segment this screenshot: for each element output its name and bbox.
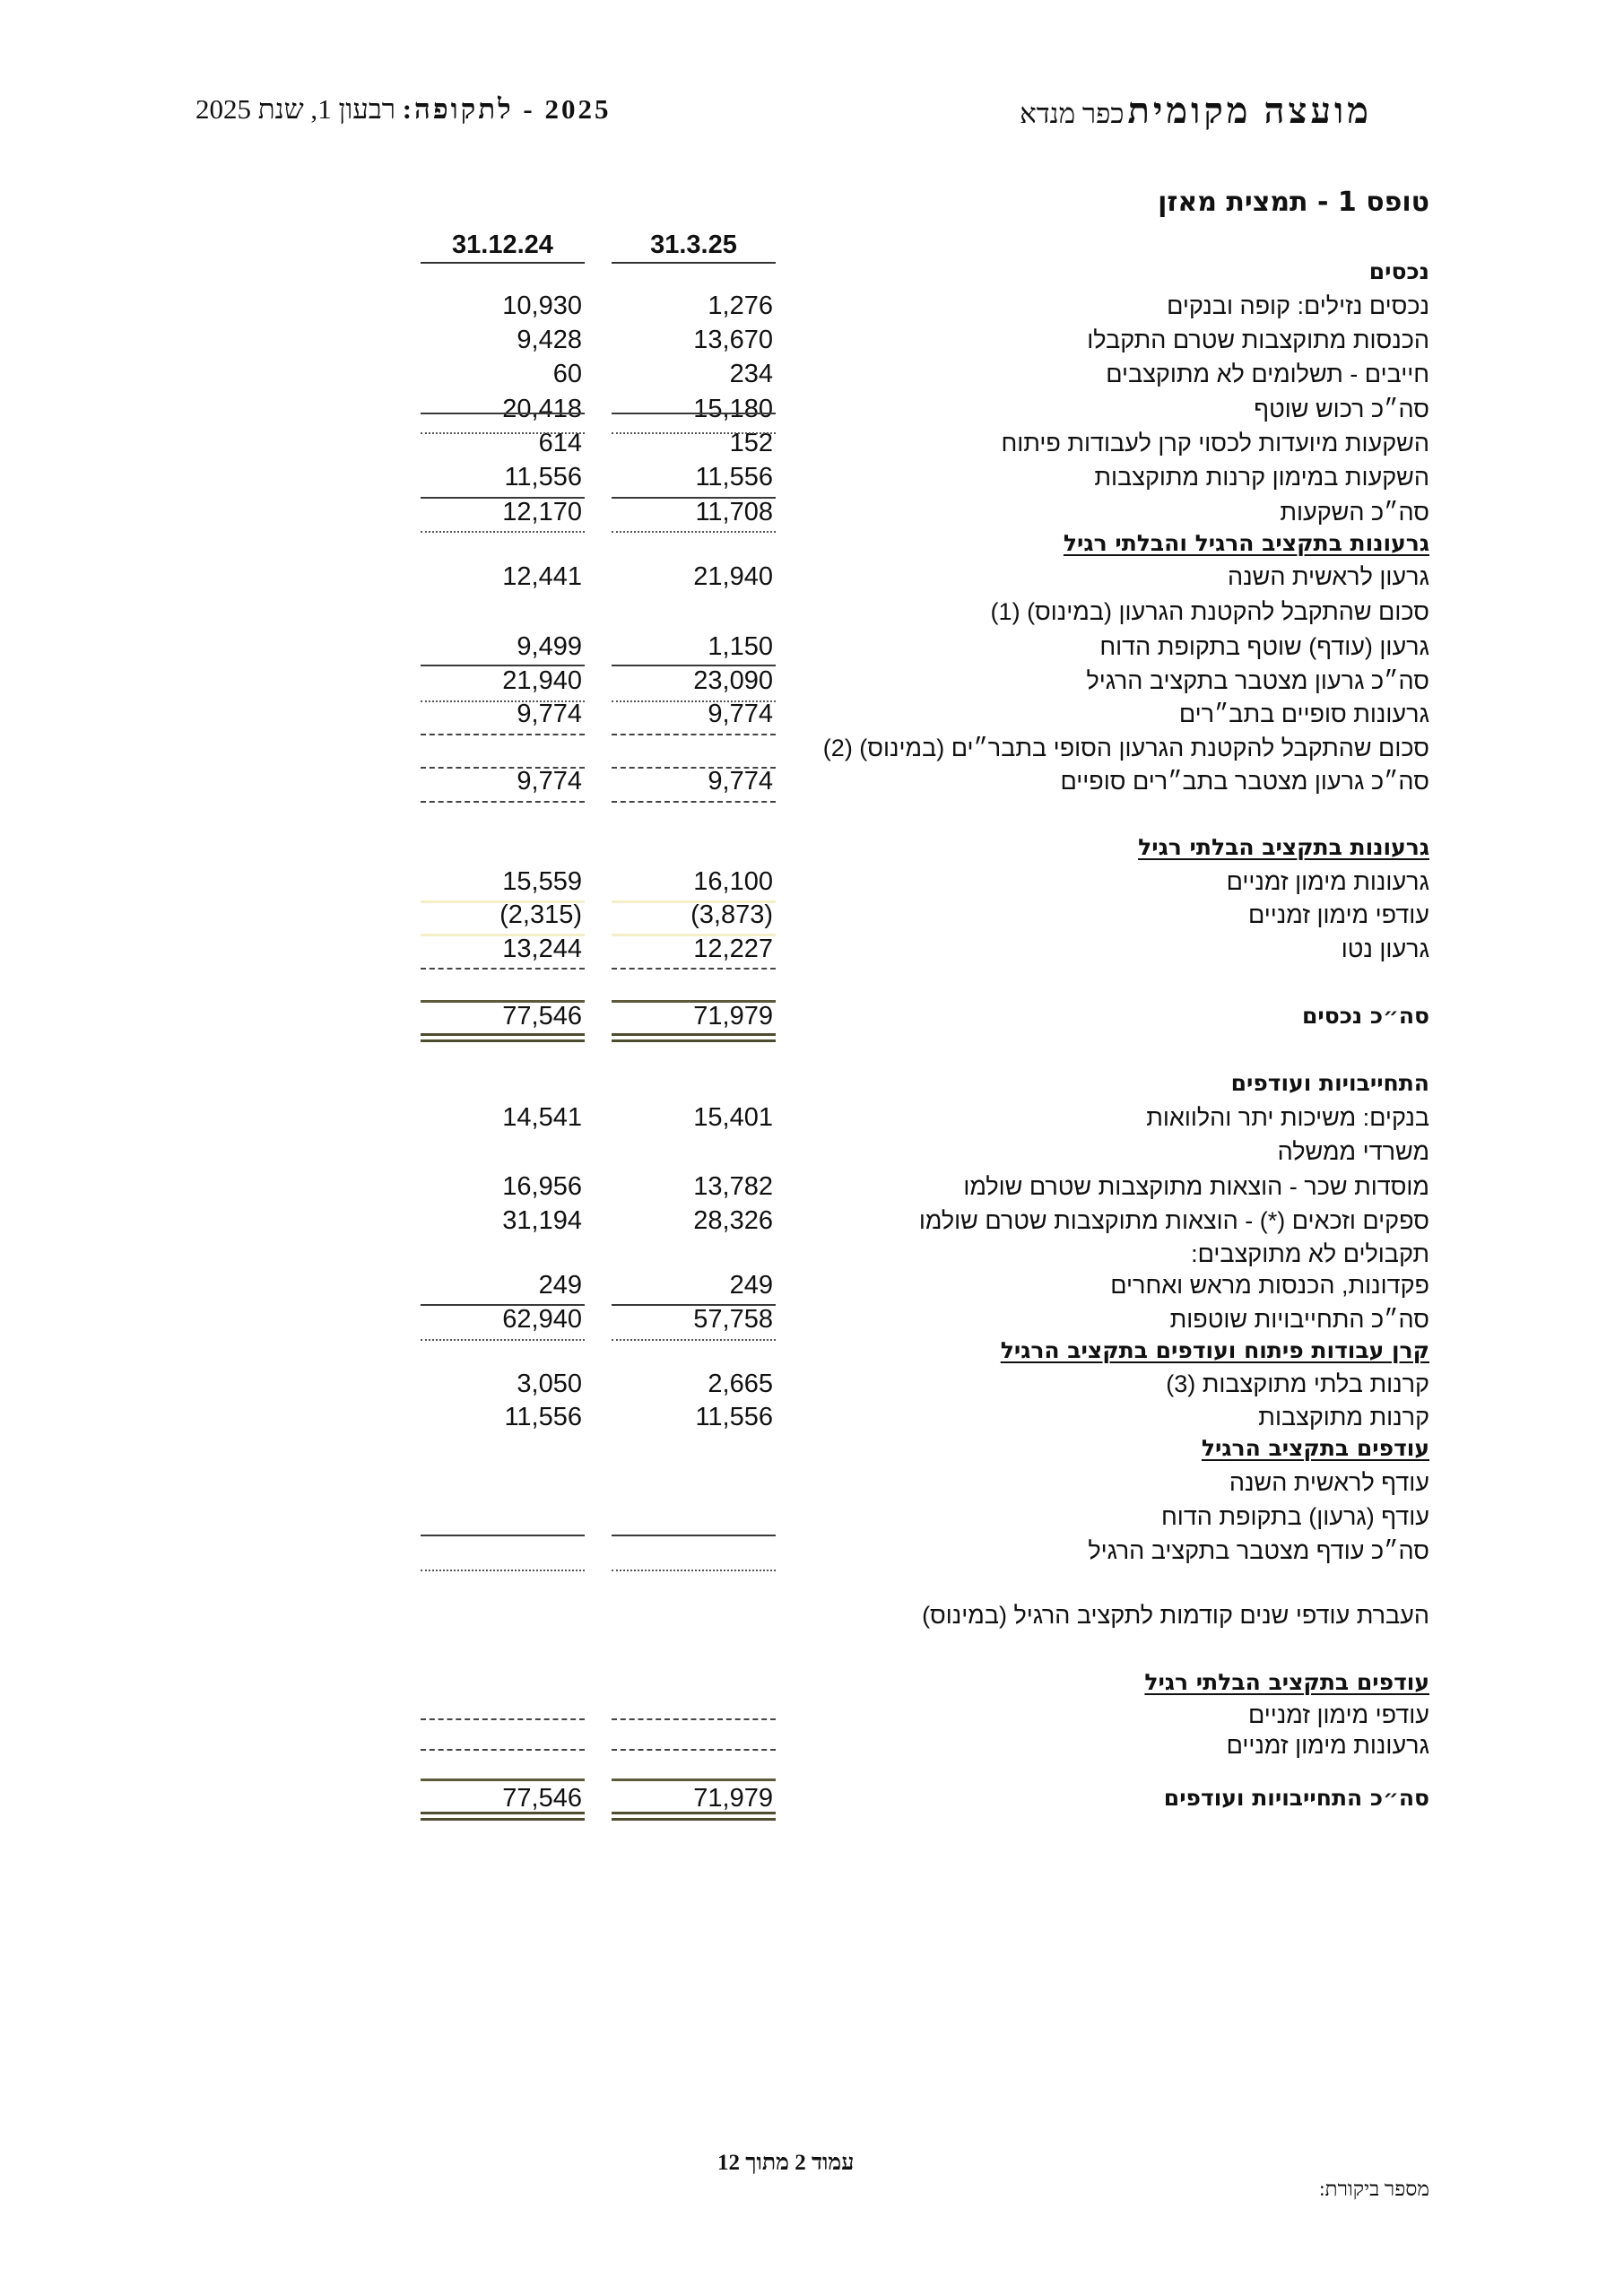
- value-current: 12,227: [693, 935, 773, 963]
- rule-double: [612, 1812, 776, 1821]
- value-current: 2,665: [708, 1370, 773, 1398]
- value-prior: 9,774: [517, 767, 582, 796]
- row-label: עודפי מימון זמניים: [1247, 1701, 1429, 1728]
- rule-olive: [612, 1779, 776, 1781]
- value-prior: 3,050: [517, 1370, 582, 1398]
- section-heading: נכסים: [1368, 258, 1429, 284]
- rule-dotted: [612, 531, 776, 533]
- row-label: סה״כ התחייבויות שוטפות: [1169, 1306, 1429, 1333]
- rule-dashed: [612, 1718, 776, 1720]
- value-current: 28,326: [693, 1206, 773, 1235]
- row-label: תקבולים לא מתוקצבים:: [1191, 1240, 1429, 1267]
- value-current: 16,100: [693, 867, 773, 896]
- value-prior: 77,546: [502, 1784, 582, 1813]
- period-prefix: 2025 - לתקופה:: [402, 93, 612, 125]
- row-label: מוסדות שכר - הוצאות מתוקצבות שטרם שולמו: [963, 1173, 1429, 1200]
- value-current: 249: [729, 1271, 773, 1300]
- row-label: בנקים: משיכות יתר והלוואות: [1146, 1104, 1429, 1131]
- value-prior: 31,194: [502, 1206, 582, 1235]
- town-name: כפר מנדא: [1020, 98, 1125, 129]
- rule-olive: [421, 1779, 585, 1781]
- value-prior: 14,541: [502, 1103, 582, 1132]
- rule-dashed: [421, 1718, 585, 1720]
- value-current: 71,979: [693, 1784, 773, 1813]
- value-prior: 12,441: [502, 562, 582, 591]
- value-current: 13,670: [693, 326, 773, 354]
- rule-dotted: [421, 531, 585, 533]
- rule-solid: [421, 1535, 585, 1536]
- value-current: 13,782: [693, 1172, 773, 1201]
- rule-dotted: [612, 1339, 776, 1341]
- row-label: משרדי ממשלה: [1277, 1138, 1429, 1165]
- row-label: גרעון (עודף) שוטף בתקופת הדוח: [1099, 633, 1429, 660]
- row-label: העברת עודפי שנים קודמות לתקציב הרגיל (במינוס): [922, 1602, 1429, 1629]
- audit-number-label: מספר ביקורת:: [1319, 2178, 1429, 2200]
- value-prior: 9,774: [517, 700, 582, 728]
- row-label: עודף לראשית השנה: [1229, 1469, 1429, 1496]
- row-label: סכום שהתקבל להקטנת הגרעון הסופי בתבר״ים (במינוס) (2): [822, 735, 1429, 761]
- value-prior: 21,940: [502, 666, 582, 695]
- rule-pale: [612, 900, 776, 903]
- row-label: סה״כ רכוש שוטף: [1254, 396, 1429, 422]
- rule-solid: [421, 1304, 585, 1306]
- value-current: 11,556: [695, 1403, 773, 1431]
- rule-dotted: [421, 1339, 585, 1341]
- value-current: 152: [729, 429, 773, 457]
- rule-solid: [612, 1304, 776, 1306]
- value-current: (3,873): [690, 900, 773, 929]
- rule-dotted: [612, 700, 776, 702]
- value-prior: 77,546: [502, 1002, 582, 1031]
- value-current: 9,774: [708, 700, 773, 728]
- rule-olive: [612, 1000, 776, 1003]
- section-heading: עודפים בתקציב הבלתי רגיל: [1144, 1669, 1429, 1695]
- rule-dashed: [421, 767, 585, 769]
- rule-solid: [612, 497, 776, 499]
- value-current: 9,774: [708, 767, 773, 796]
- value-prior: 11,556: [504, 1403, 582, 1431]
- report-period: [195, 93, 612, 126]
- row-label: עודפי מימון זמניים: [1247, 901, 1429, 928]
- value-current: 57,758: [693, 1305, 773, 1334]
- value-prior: 13,244: [502, 935, 582, 963]
- rule-pale: [421, 900, 585, 903]
- rule-dashed: [421, 968, 585, 970]
- rule-dotted: [612, 432, 776, 434]
- value-current: 11,556: [695, 463, 773, 491]
- rule-dashed: [612, 1749, 776, 1751]
- rule-dashed: [612, 801, 776, 803]
- row-label: חייבים - תשלומים לא מתוקצבים: [1106, 361, 1429, 387]
- section-heading: סה״כ נכסים: [1301, 1003, 1429, 1029]
- rule-dashed: [421, 1749, 585, 1751]
- row-label: גרעונות מימון זמניים: [1226, 868, 1429, 895]
- organization-name: מועצה מקומית: [1127, 91, 1372, 131]
- value-prior: 12,170: [502, 498, 582, 526]
- row-label: השקעות במימון קרנות מתוקצבות: [1094, 464, 1429, 491]
- value-prior: 9,499: [517, 632, 582, 661]
- column-header-current: 31.3.25: [612, 231, 776, 264]
- row-label: השקעות מיועדות לכסוי קרן לעבודות פיתוח: [1001, 430, 1429, 457]
- value-prior: 11,556: [504, 463, 582, 491]
- row-label: גרעונות מימון זמניים: [1226, 1732, 1429, 1759]
- value-prior: 16,956: [502, 1172, 582, 1201]
- section-heading: סה״כ התחייבויות ועודפים: [1163, 1785, 1429, 1811]
- rule-dotted: [612, 1570, 776, 1571]
- value-prior: 15,559: [502, 867, 582, 896]
- rule-solid: [612, 665, 776, 666]
- row-label: פקדונות, הכנסות מראש ואחרים: [1110, 1272, 1429, 1299]
- row-label: גרעון לראשית השנה: [1227, 563, 1429, 590]
- rule-olive: [421, 1000, 585, 1003]
- rule-dotted: [421, 700, 585, 702]
- row-label: סה״כ עודף מצטבר בתקציב הרגיל: [1088, 1537, 1429, 1564]
- rule-dashed: [421, 734, 585, 735]
- page-number: עמוד 2 מתוך 12: [717, 2151, 855, 2175]
- value-current: 23,090: [693, 666, 773, 695]
- row-label: הכנסות מתוקצבות שטרם התקבלו: [1087, 326, 1429, 353]
- form-title: טופס 1 - תמצית מאזן: [1158, 187, 1429, 218]
- value-prior: 10,930: [502, 291, 582, 320]
- rule-dashed: [612, 734, 776, 735]
- section-heading: גרעונות בתקציב הבלתי רגיל: [1138, 834, 1429, 860]
- value-current: 15,180: [693, 395, 773, 423]
- rule-dashed: [421, 801, 585, 803]
- section-heading: קרן עבודות פיתוח ועודפים בתקציב הרגיל: [1000, 1337, 1429, 1363]
- rule-pale: [612, 934, 776, 936]
- row-label: סכום שהתקבל להקטנת הגרעון (במינוס) (1): [990, 598, 1429, 625]
- row-label: סה״כ גרעון מצטבר בתקציב הרגיל: [1086, 667, 1429, 694]
- value-prior: (2,315): [499, 900, 582, 929]
- value-prior: 614: [538, 429, 582, 457]
- section-heading: עודפים בתקציב הרגיל: [1201, 1435, 1429, 1461]
- section-heading: גרעונות בתקציב הרגיל והבלתי רגיל: [1063, 530, 1429, 556]
- rule-double: [421, 1033, 585, 1042]
- row-label: נכסים נזילים: קופה ובנקים: [1167, 292, 1429, 319]
- row-label: ספקים וזכאים (*) - הוצאות מתוקצבות שטרם שולמו: [918, 1207, 1429, 1234]
- row-label: קרנות מתוקצבות: [1258, 1404, 1429, 1431]
- rule-solid: [612, 413, 776, 414]
- value-prior: 62,940: [502, 1305, 582, 1334]
- value-prior: 60: [552, 360, 582, 388]
- row-label: גרעונות סופיים בתב״רים: [1178, 700, 1429, 727]
- value-prior: 9,428: [517, 326, 582, 354]
- rule-solid: [421, 497, 585, 499]
- rule-pale: [421, 934, 585, 936]
- rule-dashed: [612, 968, 776, 970]
- row-label: קרנות בלתי מתוקצבות (3): [1166, 1370, 1429, 1397]
- value-prior: 20,418: [502, 395, 582, 423]
- rule-double: [421, 1812, 585, 1821]
- row-label: גרעון נטו: [1341, 935, 1429, 962]
- value-current: 234: [729, 360, 773, 388]
- value-current: 11,708: [695, 498, 773, 526]
- rule-dotted: [421, 432, 585, 434]
- rule-dotted: [421, 1570, 585, 1571]
- value-current: 15,401: [693, 1103, 773, 1132]
- organization-header: [1020, 90, 1372, 132]
- section-heading: התחייבויות ועודפים: [1230, 1070, 1429, 1096]
- value-current: 1,276: [708, 291, 773, 320]
- row-label: עודף (גרעון) בתקופת הדוח: [1161, 1503, 1429, 1530]
- rule-double: [612, 1033, 776, 1042]
- value-prior: 249: [538, 1271, 582, 1300]
- row-label: סה״כ גרעון מצטבר בתב״רים סופיים: [1060, 768, 1429, 795]
- period-value: רבעון 1, שנת 2025: [195, 93, 395, 125]
- row-label: סה״כ השקעות: [1280, 499, 1429, 526]
- column-header-prior: 31.12.24: [421, 231, 585, 264]
- rule-solid: [421, 665, 585, 666]
- value-current: 1,150: [708, 632, 773, 661]
- value-current: 21,940: [693, 562, 773, 591]
- rule-solid: [421, 413, 585, 414]
- rule-dashed: [612, 767, 776, 769]
- value-current: 71,979: [693, 1002, 773, 1031]
- rule-solid: [612, 1535, 776, 1536]
